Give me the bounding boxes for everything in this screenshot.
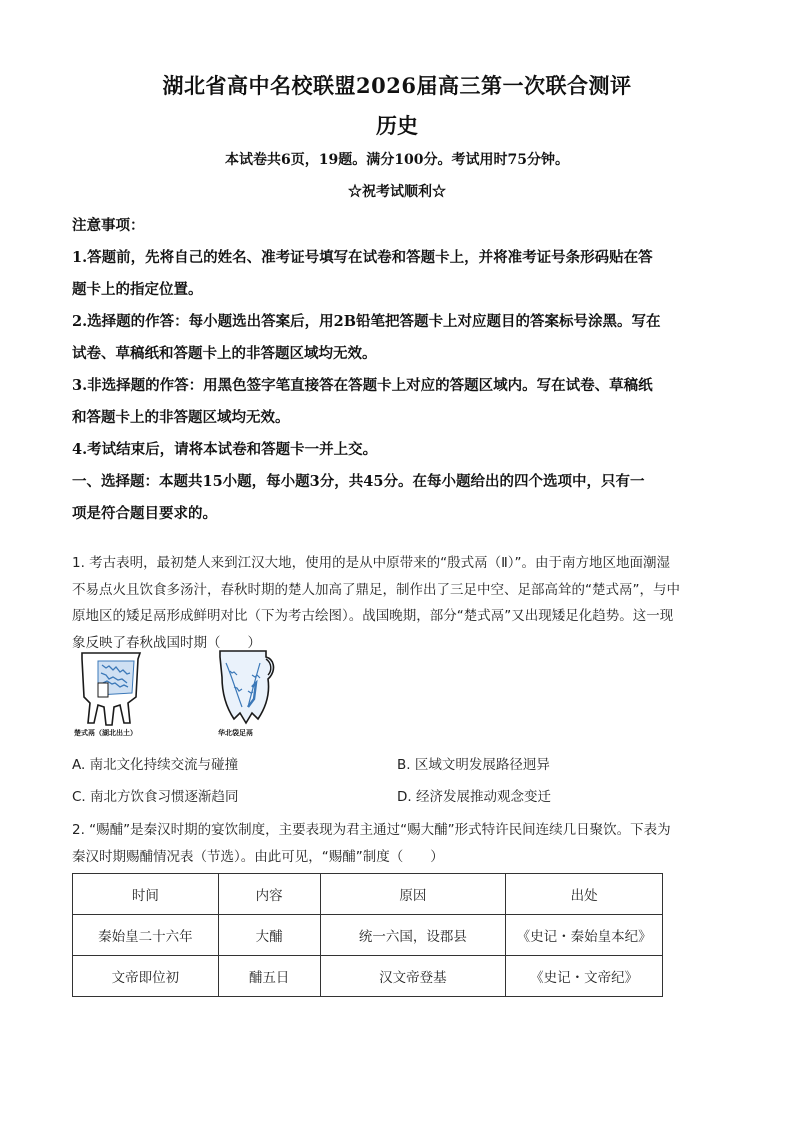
table-row — [73, 915, 663, 956]
section-heading: 一、选择题：本题共15小题，每小题3分，共45分。在每小题给出的四个选项中，只有一 — [72, 473, 645, 490]
subject-title: 历史 — [376, 113, 418, 138]
option-b[interactable]: B. 区域文明发展路径迥异 — [397, 757, 550, 773]
notice-line: 3.非选择题的作答：用黑色签字笔直接答在答题卡上对应的答题区域内。写在试卷、草稿纸 — [72, 377, 653, 394]
table-cell: 《史记・秦始皇本纪》 — [506, 915, 663, 956]
table-cell: 汉文帝登基 — [320, 956, 506, 997]
table-cell: 大酺 — [218, 915, 320, 956]
exam-info: 本试卷共6页，19题。满分100分。考试用时75分钟。 — [225, 152, 569, 168]
table-row — [73, 956, 663, 997]
table-cell: 文帝即位初 — [73, 956, 219, 997]
table-header-cell: 原因 — [320, 874, 506, 915]
question-2-stem — [72, 817, 727, 870]
notice-line: 试卷、草稿纸和答题卡上的非答题区域均无效。 — [72, 345, 377, 362]
table-header-cell: 时间 — [73, 874, 219, 915]
banquet-table — [72, 873, 663, 997]
notice-section — [72, 210, 727, 530]
notice-line: 和答题卡上的非答题区域均无效。 — [72, 409, 290, 426]
notice-line: 题卡上的指定位置。 — [72, 281, 203, 298]
table-cell: 统一六国，设郡县 — [320, 915, 506, 956]
table-cell: 秦始皇二十六年 — [73, 915, 219, 956]
good-luck-line: ☆祝考试顺利☆ — [348, 184, 446, 200]
question-1-figures — [72, 647, 332, 739]
question-1-stem — [72, 550, 727, 656]
bag-footed-li-drawing — [212, 647, 280, 729]
exam-title: 湖北省高中名校联盟2026届高三第一次联合测评 — [162, 73, 632, 98]
question-line: 1. 考古表明，最初楚人来到江汉大地，使用的是从中原带来的“殷式鬲（Ⅱ）”。由于南方地区地面潮湿 — [72, 555, 671, 571]
notice-heading: 注意事项： — [72, 217, 145, 234]
table-header-cell: 出处 — [506, 874, 663, 915]
table-header-row — [73, 874, 663, 915]
notice-line: 2.选择题的作答：每小题选出答案后，用2B铅笔把答题卡上对应题目的答案标号涂黑。写在 — [72, 313, 661, 330]
figure-1-caption: 楚式鬲（湖北出土） — [74, 729, 137, 737]
notice-line: 1.答题前，先将自己的姓名、准考证号填写在试卷和答题卡上，并将准考证号条形码贴在答 — [72, 249, 653, 266]
option-c[interactable]: C. 南北方饮食习惯逐渐趋同 — [72, 789, 239, 805]
question-line: 原地区的矮足鬲形成鲜明对比（下为考古绘图）。战国晚期，部分“楚式鬲”又出现矮足化趋势。这一现 — [72, 608, 674, 624]
option-d[interactable]: D. 经济发展推动观念变迁 — [397, 789, 551, 805]
question-line: 不易点火且饮食多汤汁，春秋时期的楚人加高了鼎足，制作出了三足中空、足部高耸的“楚式鬲”，与中 — [72, 581, 680, 598]
option-a[interactable]: A. 南北文化持续交流与碰撞 — [72, 757, 239, 773]
table-cell: 酺五日 — [218, 956, 320, 997]
notice-line: 4.考试结束后，请将本试卷和答题卡一并上交。 — [72, 441, 378, 458]
question-line: 象反映了春秋战国时期（ ） — [72, 634, 261, 651]
section-heading: 项是符合题目要求的。 — [72, 505, 217, 522]
table-header-cell: 内容 — [218, 874, 320, 915]
figure-2-caption: 华北袋足鬲 — [218, 729, 253, 737]
question-line: 秦汉时期赐酺情况表（节选）。由此可见，“赐酺”制度（ ） — [72, 848, 444, 865]
chu-style-li-drawing — [76, 647, 146, 729]
question-line: 2. “赐酺”是秦汉时期的宴饮制度，主要表现为君主通过“赐大酺”形式特许民间连续几日聚饮。下表为 — [72, 822, 671, 838]
table-cell: 《史记・文帝纪》 — [506, 956, 663, 997]
